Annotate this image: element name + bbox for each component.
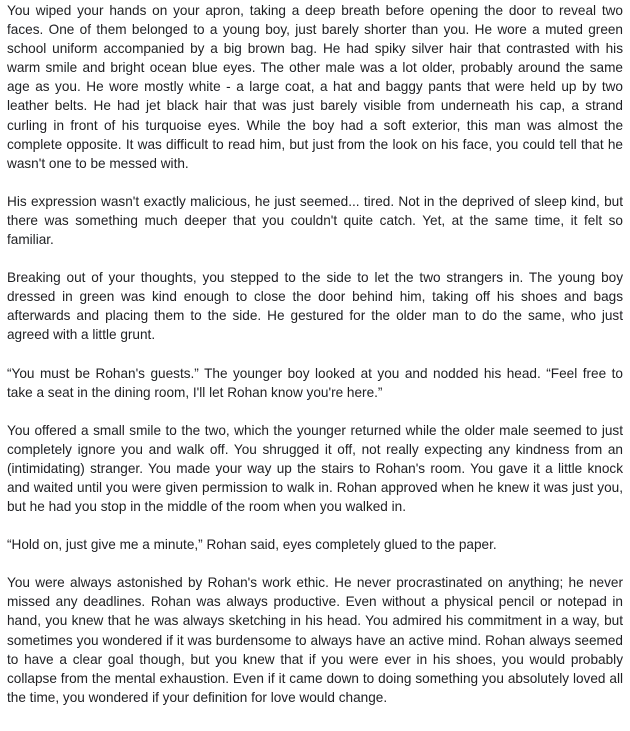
paragraph: You were always astonished by Rohan's work ethic. He never procrastinated on anything; he never missed any deadlines. Rohan was always productive. Even without a physical pencil or notepad in hand, you knew that he was always sketching in his head. You admired his commitment in a way, but sometimes you wondered if it was burdensome to always have an active mind. Rohan always seemed to have a clear goal though, but you knew that if you were ever in his shoes, you would probably collapse from the mental exhaustion. Even if it came down to doing something you absolutely loved all the time, you wondered if your definition for love would change. <box>7 575 623 705</box>
paragraph: You wiped your hands on your apron, taking a deep breath before opening the door to reveal two faces. One of them belonged to a young boy, just barely shorter than you. He wore a muted green school uniform accompanied by a big brown bag. He had spiky silver hair that contrasted with his warm smile and bright ocean blue eyes. The other male was a lot older, probably around the same age as you. He wore mostly white - a large coat, a hat and baggy pants that were held up by two leather belts. He had jet black hair that was just barely visible from underneath his cap, a strand curling in front of his turquoise eyes. While the boy had a soft exterior, this man was almost the complete opposite. It was difficult to read him, but just from the look on his face, you could tell that he wasn't one to be messed with. <box>7 3 623 171</box>
paragraph: You offered a small smile to the two, which the younger returned while the older male seemed to just completely ignore you and walk off. You shrugged it off, not really expecting any kindness from an (intimidating) stranger. You made your way up the stairs to Rohan's room. You gave it a little knock and waited until you were given permission to walk in. Rohan approved when he knew it was just you, but he had you stop in the middle of the room when you walked in. <box>7 422 623 515</box>
paragraph: “You must be Rohan's guests.” The younger boy looked at you and nodded his head. “Feel free to take a seat in the dining room, I'll let Rohan know you're here.” <box>7 365 623 400</box>
paragraph: Breaking out of your thoughts, you stepped to the side to let the two strangers in. The young boy dressed in green was kind enough to close the door behind him, taking off his shoes and bags afterwards and placing them to the side. He gestured for the older man to do the same, who just agreed with a little grunt. <box>7 270 623 343</box>
paragraph: His expression wasn't exactly malicious, he just seemed... tired. Not in the deprived of sleep kind, but there was something much deeper that you couldn't quite catch. Yet, at the same time, it felt so familiar. <box>7 193 623 248</box>
paragraph: “Hold on, just give me a minute,” Rohan said, eyes completely glued to the paper. <box>7 537 497 553</box>
